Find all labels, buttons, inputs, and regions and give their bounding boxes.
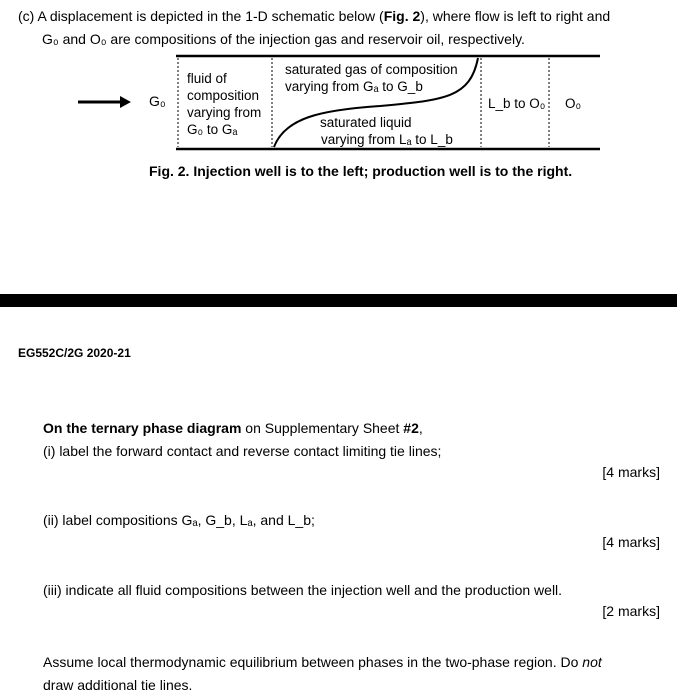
question-item-1: (i) label the forward contact and reverse contact limiting tie lines; xyxy=(43,443,442,459)
assume-not: not xyxy=(582,654,602,670)
gas-line: varying from Gₐ to G_b xyxy=(285,79,423,94)
flow-arrow-head xyxy=(120,96,131,108)
assume-text: Assume local thermodynamic equilibrium between phases in the two-phase region. Do xyxy=(43,654,583,670)
question-intro xyxy=(43,418,423,438)
part-c-text: (c) A displacement is depicted in the 1-D schematic below ( xyxy=(18,8,384,24)
intro-rest: on Supplementary Sheet xyxy=(241,420,404,436)
item3-marks: [2 marks] xyxy=(602,603,660,619)
item1-marks: [4 marks] xyxy=(602,464,660,480)
zone1-line: varying from xyxy=(187,105,262,120)
caption-text: Injection well is to the left; production well is to the right. xyxy=(189,163,573,179)
zone1-description xyxy=(187,70,261,138)
intro-end: , xyxy=(418,420,423,436)
question-item-2: (ii) label compositions Gₐ, G_b, Lₐ, and L_b; xyxy=(43,512,315,528)
inlet-label: G₀ xyxy=(149,93,166,109)
zone3-label: L_b to O₀ xyxy=(488,96,546,111)
gas-line: saturated gas of composition xyxy=(285,62,458,77)
zone1-line: G₀ to Gₐ xyxy=(187,122,238,137)
assumption-line2: draw additional tie lines. xyxy=(43,677,193,693)
fig-reference: Fig. 2 xyxy=(383,8,421,24)
question-item-3: (iii) indicate all fluid compositions between the injection well and the production well. xyxy=(43,582,563,598)
part-c-line2: G₀ and O₀ are compositions of the injection gas and reservoir oil, respectively. xyxy=(42,31,525,47)
zone1-line: composition xyxy=(187,88,260,103)
figure-caption xyxy=(149,161,572,181)
item2-marks: [4 marks] xyxy=(602,534,660,550)
intro-sheet: #2 xyxy=(403,420,419,436)
gas-description xyxy=(285,61,458,95)
caption-label: Fig. 2. xyxy=(149,163,190,179)
course-code: EG552C/2G 2020-21 xyxy=(18,346,131,360)
page-divider xyxy=(0,294,677,307)
liquid-line: saturated liquid xyxy=(320,115,412,130)
part-c-text-end: ), where flow is left to right and xyxy=(420,8,611,24)
liquid-line: varying from Lₐ to L_b xyxy=(321,132,453,147)
liquid-description xyxy=(320,114,453,148)
assumption-line1 xyxy=(43,652,602,672)
zone1-line: fluid of xyxy=(187,71,227,86)
zone4-label: O₀ xyxy=(565,96,582,111)
intro-bold: On the ternary phase diagram xyxy=(43,420,242,436)
